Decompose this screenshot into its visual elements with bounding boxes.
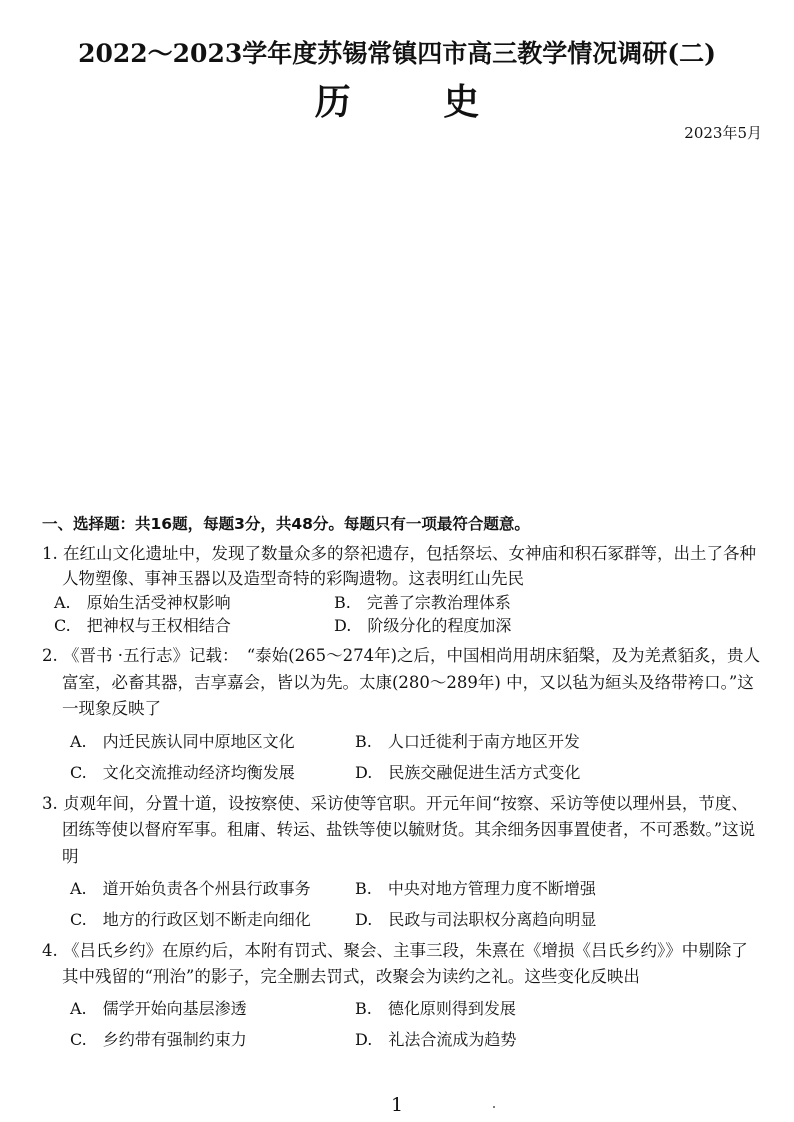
option-b: B. 中央对地方管理力度不断增强 — [355, 879, 596, 898]
exam-title: 2022～2023学年度苏锡常镇四市高三教学情况调研(二) — [78, 39, 716, 68]
option-a: A. 原始生活受神权影响 — [54, 593, 231, 612]
option-a: A. 内迁民族认同中原地区文化 — [70, 731, 295, 751]
question-2 — [42, 643, 762, 784]
option-list — [42, 877, 762, 931]
option-list — [42, 591, 762, 637]
option-d: D. 礼法合流成为趋势 — [355, 1030, 517, 1049]
option-c: C. 地方的行政区划不断走向细化 — [70, 910, 311, 929]
exam-date: 2023年5月 — [684, 124, 762, 142]
question-list — [42, 542, 762, 1051]
question-1 — [42, 542, 762, 637]
question-stem: 3. 贞观年间，分置十道，设按察使、采访使等官职。开元年间“按察、采访等使以理州县，节度、团练等使以督府军事。租庸、转运、盐铁等使以毓财货。其余细务因事置使者，不可悉数。”这说明 — [42, 793, 756, 866]
option-d: D. 民政与司法职权分离趋向明显 — [355, 910, 597, 929]
option-c: C. 把神权与王权相结合 — [54, 616, 231, 635]
option-a: A. 道开始负责各个州县行政事务 — [70, 879, 311, 898]
question-4 — [42, 938, 762, 1051]
option-d: D. 阶级分化的程度加深 — [334, 616, 512, 635]
subject-title: 历 史 — [314, 81, 520, 123]
option-c: C. 文化交流推动经济均衡发展 — [70, 762, 295, 782]
section-heading: 一、选择题：共16题，每题3分，共48分。每题只有一项最符合题意。 — [42, 515, 530, 533]
question-stem: 1. 在红山文化遗址中，发现了数量众多的祭祀遗存，包括祭坛、女神庙和积石冢群等，出土了各种人物塑像、事神玉器以及造型奇特的彩陶遗物。这表明红山先民 — [42, 544, 756, 588]
stray-dot — [493, 1106, 495, 1108]
page-number: 1 — [390, 1094, 404, 1116]
option-a: A. 儒学开始向基层渗透 — [70, 999, 247, 1018]
option-d: D. 民族交融促进生活方式变化 — [355, 762, 581, 782]
question-stem: 2. 《晋书 ·五行志》记载： “泰始(265～274年)之后，中国相尚用胡床貊槃，及为羌煮貊炙，贵人富室，必畜其器，吉享嘉会，皆以为先。太康(280～289年) 中，又以毡为絙头及络带袴口。”这一现象反映了 — [42, 646, 761, 718]
option-b: B. 德化原则得到发展 — [355, 999, 516, 1018]
option-c: C. 乡约带有强制约束力 — [70, 1030, 247, 1049]
question-stem: 4. 《吕氏乡约》在原约后，本附有罚式、聚会、主事三段，朱熹在《增损《吕氏乡约》》中剔除了其中残留的“刑治”的影子，完全删去罚式，改聚会为读约之礼。这些变化反映出 — [42, 941, 748, 986]
option-b: B. 人口迁徙利于南方地区开发 — [355, 731, 580, 751]
question-3 — [42, 791, 762, 932]
option-list — [42, 730, 762, 784]
option-b: B. 完善了宗教治理体系 — [334, 593, 511, 612]
option-list — [42, 997, 762, 1051]
